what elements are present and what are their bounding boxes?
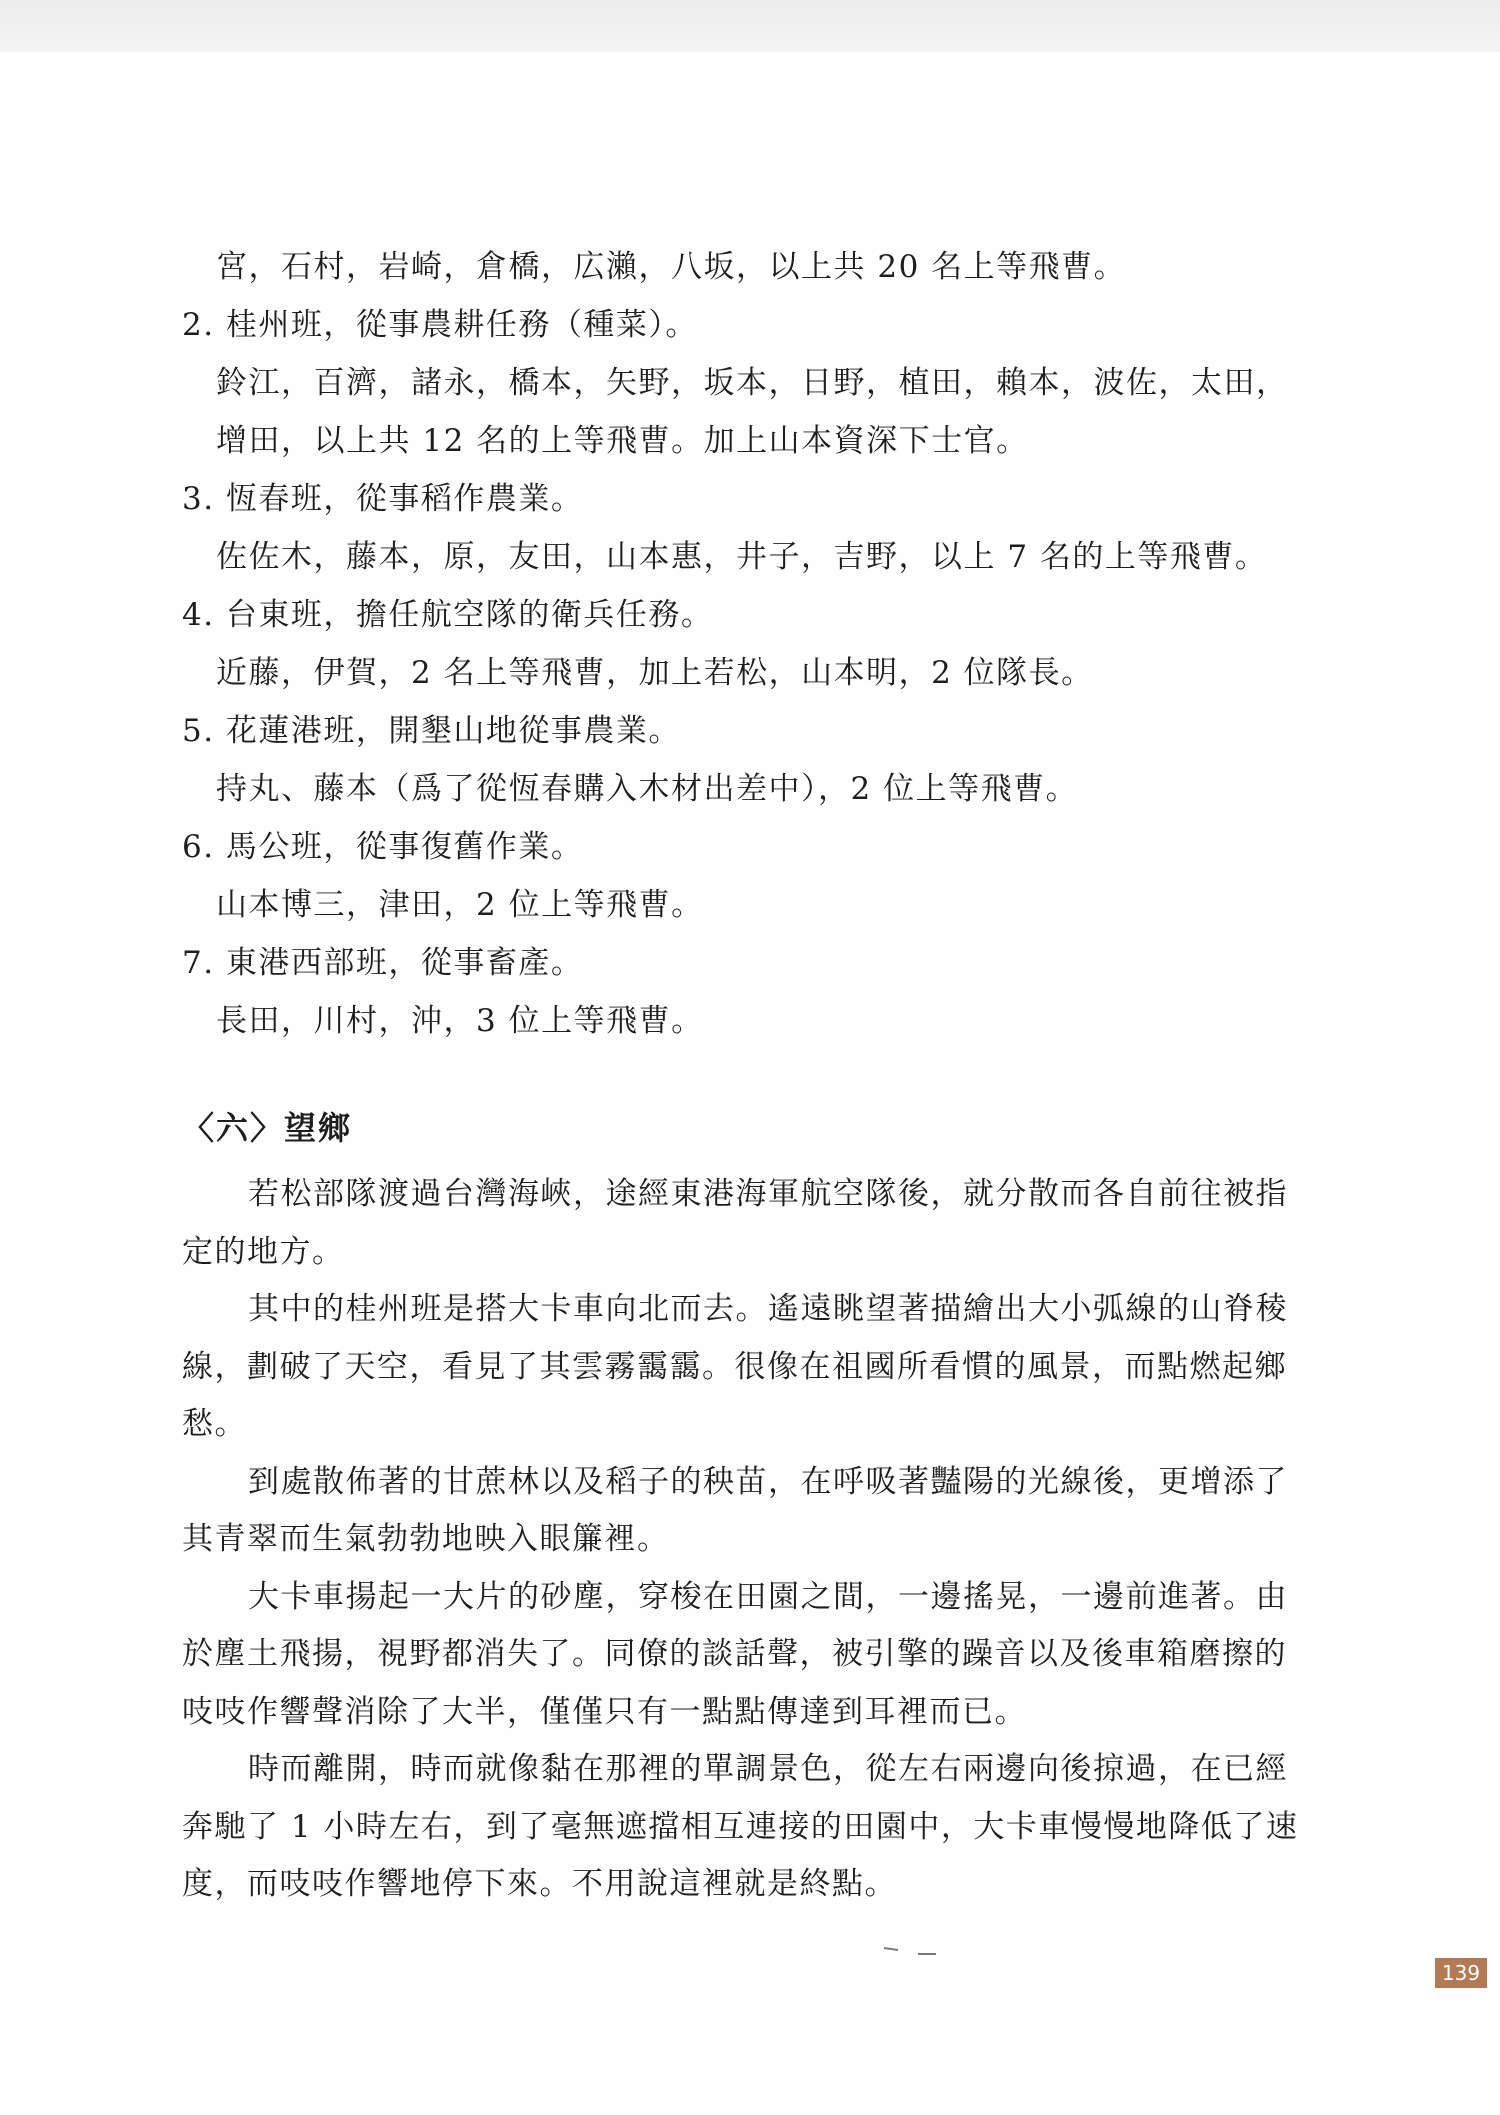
list-item-heading: 4. 台東班，擔任航空隊的衛兵任務。 <box>182 597 714 633</box>
paragraph: 時而離開，時而就像黏在那裡的單調景色，從左右兩邊向後掠過，在已經奔馳了 1 小時左右，到了毫無遮擋相互連接的田園中，大卡車慢慢地降低了速度，而吱吱作響地停下來。不用說這裡就是終點。 <box>182 1751 1299 1902</box>
list-item-heading: 2. 桂州班，從事農耕任務（種菜）。 <box>182 307 698 343</box>
paragraph: 若松部隊渡過台灣海峽，途經東港海軍航空隊後，就分散而各自前往被指定的地方。 <box>182 1176 1288 1270</box>
body-text <box>182 1166 1312 1914</box>
list-detail-line: 宮，石村，岩崎，倉橋，広瀨，八坂，以上共 20 名上等飛曹。 <box>216 249 1127 285</box>
list-detail-line: 近藤，伊賀，2 名上等飛曹，加上若松，山本明，2 位隊長。 <box>216 655 1094 691</box>
page-content <box>182 238 1312 1914</box>
scan-speck <box>918 1953 936 1955</box>
paragraph: 到處散佈著的甘蔗林以及稻子的秧苗，在呼吸著豔陽的光線後，更增添了其青翠而生氣勃勃地映入眼簾裡。 <box>182 1463 1288 1557</box>
section-heading: 〈六〉望鄉 <box>182 1109 353 1147</box>
list-detail-line: 鈴江，百濟，諸永，橋本，矢野，坂本，日野，植田，賴本，波佐，太田， <box>216 365 1289 401</box>
paragraph: 其中的桂州班是搭大卡車向北而去。遙遠眺望著描繪出大小弧線的山脊稜線，劃破了天空，看見了其雲霧靄靄。很像在祖國所看慣的風景，而點燃起鄉愁。 <box>182 1291 1288 1442</box>
list-detail-line: 持丸、藤本（爲了從恆春購入木材出差中），2 位上等飛曹。 <box>216 771 1079 807</box>
list-detail-line: 增田，以上共 12 名的上等飛曹。加上山本資深下士官。 <box>216 423 1029 459</box>
list-detail-line: 佐佐木，藤本，原，友田，山本惠，井子，吉野，以上 7 名的上等飛曹。 <box>216 539 1268 575</box>
list-item-heading: 3. 恆春班，從事稻作農業。 <box>182 481 584 517</box>
paragraph: 大卡車揚起一大片的砂塵，穿梭在田園之間，一邊搖晃，一邊前進著。由於塵土飛揚，視野都消失了。同僚的談話聲，被引擎的躁音以及後車箱磨擦的吱吱作響聲消除了大半，僅僅只有一點點傳達到耳裡而已。 <box>182 1578 1288 1730</box>
page-number: 139 <box>1435 1958 1487 1988</box>
list-item-heading: 7. 東港西部班，從事畜產。 <box>182 945 584 981</box>
assignment-list <box>182 238 1312 1050</box>
list-item-heading: 5. 花蓮港班，開墾山地從事農業。 <box>182 713 681 749</box>
list-detail-line: 山本博三，津田，2 位上等飛曹。 <box>216 887 704 923</box>
scan-top-margin <box>0 0 1500 52</box>
list-detail-line: 長田，川村，沖，3 位上等飛曹。 <box>216 1003 704 1039</box>
list-item-heading: 6. 馬公班，從事復舊作業。 <box>182 829 584 865</box>
